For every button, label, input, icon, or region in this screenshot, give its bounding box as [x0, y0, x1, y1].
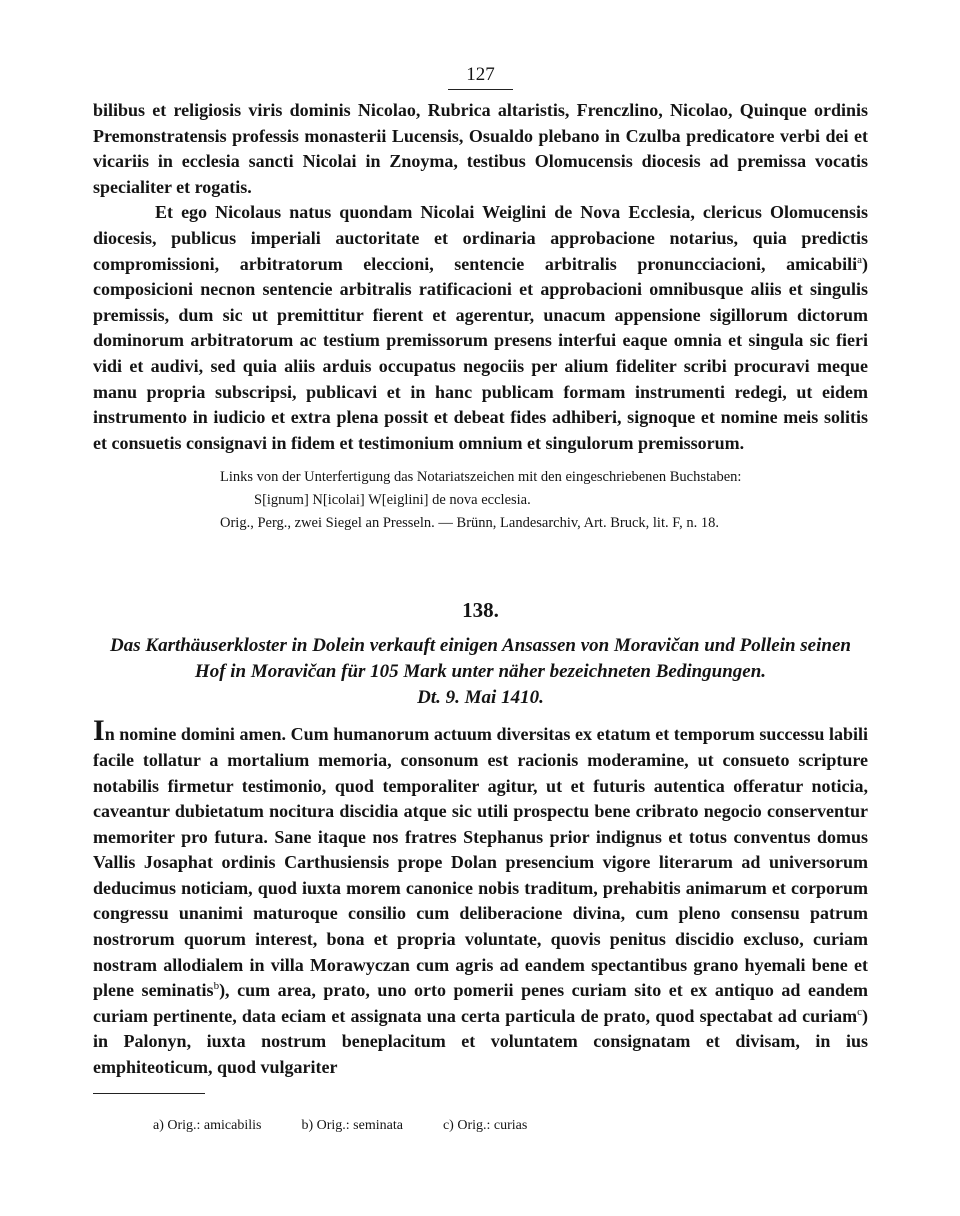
document-number: 138. [462, 598, 499, 623]
paragraph-continuation: bilibus et religiosis viris dominis Nicolao, Rubrica altaristis, Frenczlino, Nicolao, Quinque ordinis Premonstratensis professis monasterii Lucensis, Osualdo plebano in Czulba predicatore verbi dei et vicariis in ecclesia sancti Nicolai in Znoyma, testibus Olomucensis diocesis ad premissa vocatis specialiter et rogatis. [93, 100, 868, 197]
note-letters: S[ignum] N[icolai] W[eiglini] de nova ecclesia. [254, 492, 531, 509]
document-page [93, 64, 868, 1134]
footnote-mark-a: a [857, 253, 862, 266]
footnote-mark-b: b [213, 980, 220, 993]
editorial-notes [93, 466, 868, 535]
document-body-text-1: n nomine domini amen. Cum humanorum actuum diversitas ex etatum et temporum successu labili facile tollatur a mortalium memoria, consonum est racionis moderamine, ut consueto scripture notabilis firmetur testimonio, quod temporaliter agitur, ut et futuris autentica offeratur noticia, caveantur dubietatum nocitura discidia atque sic utili prospectu bene cribrato negocio conserventur memoriter pro futura. Sane itaque nos fratres Stephanus prior indignus et totus conventus domus Vallis Josaphat ordinis Carthusiensis prope Dolan presencium vigore literarum ad universorum deducimus noticiam, quod iuxta morem canonice nobis traditum, prehabitis animarum et corporum congressu unanimi maturoque consilio cum deliberacione divina, cum pleno consensu patrum nostrorum quorum interest, bona et propria voluntate, quovis penitus discidio excluso, curiam nostram allodialem in villa Morawyczan cum agris ad eandem spectantibus grano hyemali bene et plene seminatis [93, 724, 868, 1001]
footnote-c: c) Orig.: curias [442, 1117, 528, 1133]
document-body-text-3: ) in Palonyn, iuxta nostrum beneplacitum et voluntatem consignatam et divisam, in ius emphiteoticum, quod vulgariter [93, 1005, 868, 1078]
note-signum: Links von der Unterfertigung das Notariatszeichen mit den eingeschriebenen Buchstaben: [220, 469, 742, 486]
note-source: Orig., Perg., zwei Siegel an Presseln. — Brünn, Landesarchiv, Art. Bruck, lit. F, n. 18. [220, 515, 720, 532]
document-body [93, 714, 868, 1080]
footnote-a: a) Orig.: amicabilis [153, 1117, 262, 1133]
footnote-b: b) Orig.: seminata [301, 1117, 403, 1133]
footnotes [93, 1118, 868, 1134]
page-number: 127 [93, 64, 868, 90]
paragraph-notary-text-end: ) composicioni necnon sentencie arbitralis ratificacioni et approbacioni omnibusque aliis et singulis premissis, dum sic ut premittitur fierent et agerentur, unacum appensione sigillorum dictorum dominorum arbitratorum ac testium premissorum presens interfui eaque omnia et singula sic fieri vidi et audivi, sed quia aliis arduis occupatus negociis per alium fideliter scribi procuravi meque manu propria subscripsi, publicavi et in hanc publicam formam instrumenti redegi, ut eidem instrumento in iudicio et extra plena possit et debeat fides adhiberi, signoque et nomine meis solitis et consuetis consignavi in fidem et testimonium omnium et singulorum premissorum. [93, 253, 868, 453]
footnote-mark-c: c [857, 1005, 862, 1018]
document-date: Dt. 9. Mai 1410. [417, 687, 544, 709]
paragraph-notary [93, 200, 868, 456]
document-title: Das Karthäuserkloster in Dolein verkauft einigen Ansassen von Moravičan und Pollein seinen Hof in Moravičan für 105 Mark unter näher bezeichneten Bedingungen. [110, 635, 851, 683]
initial-letter: I [93, 714, 105, 748]
footnote-divider [93, 1093, 205, 1094]
paragraph-notary-text: Et ego Nicolaus natus quondam Nicolai Weiglini de Nova Ecclesia, clericus Olomucensis diocesis, publicus imperiali auctoritate et ordinaria approbacione notarius, quia predictis compromissioni, arbitratorum eleccioni, sentencie arbitralis pronuncciacioni, amicabili [93, 202, 868, 274]
document-body-text-2: ), cum area, prato, uno orto pomerii penes curiam sito et ex antiquo ad eandem curiam pertinente, data eciam et assignata una certa particula de prato, quod spectabat ad curiam [93, 980, 868, 1026]
